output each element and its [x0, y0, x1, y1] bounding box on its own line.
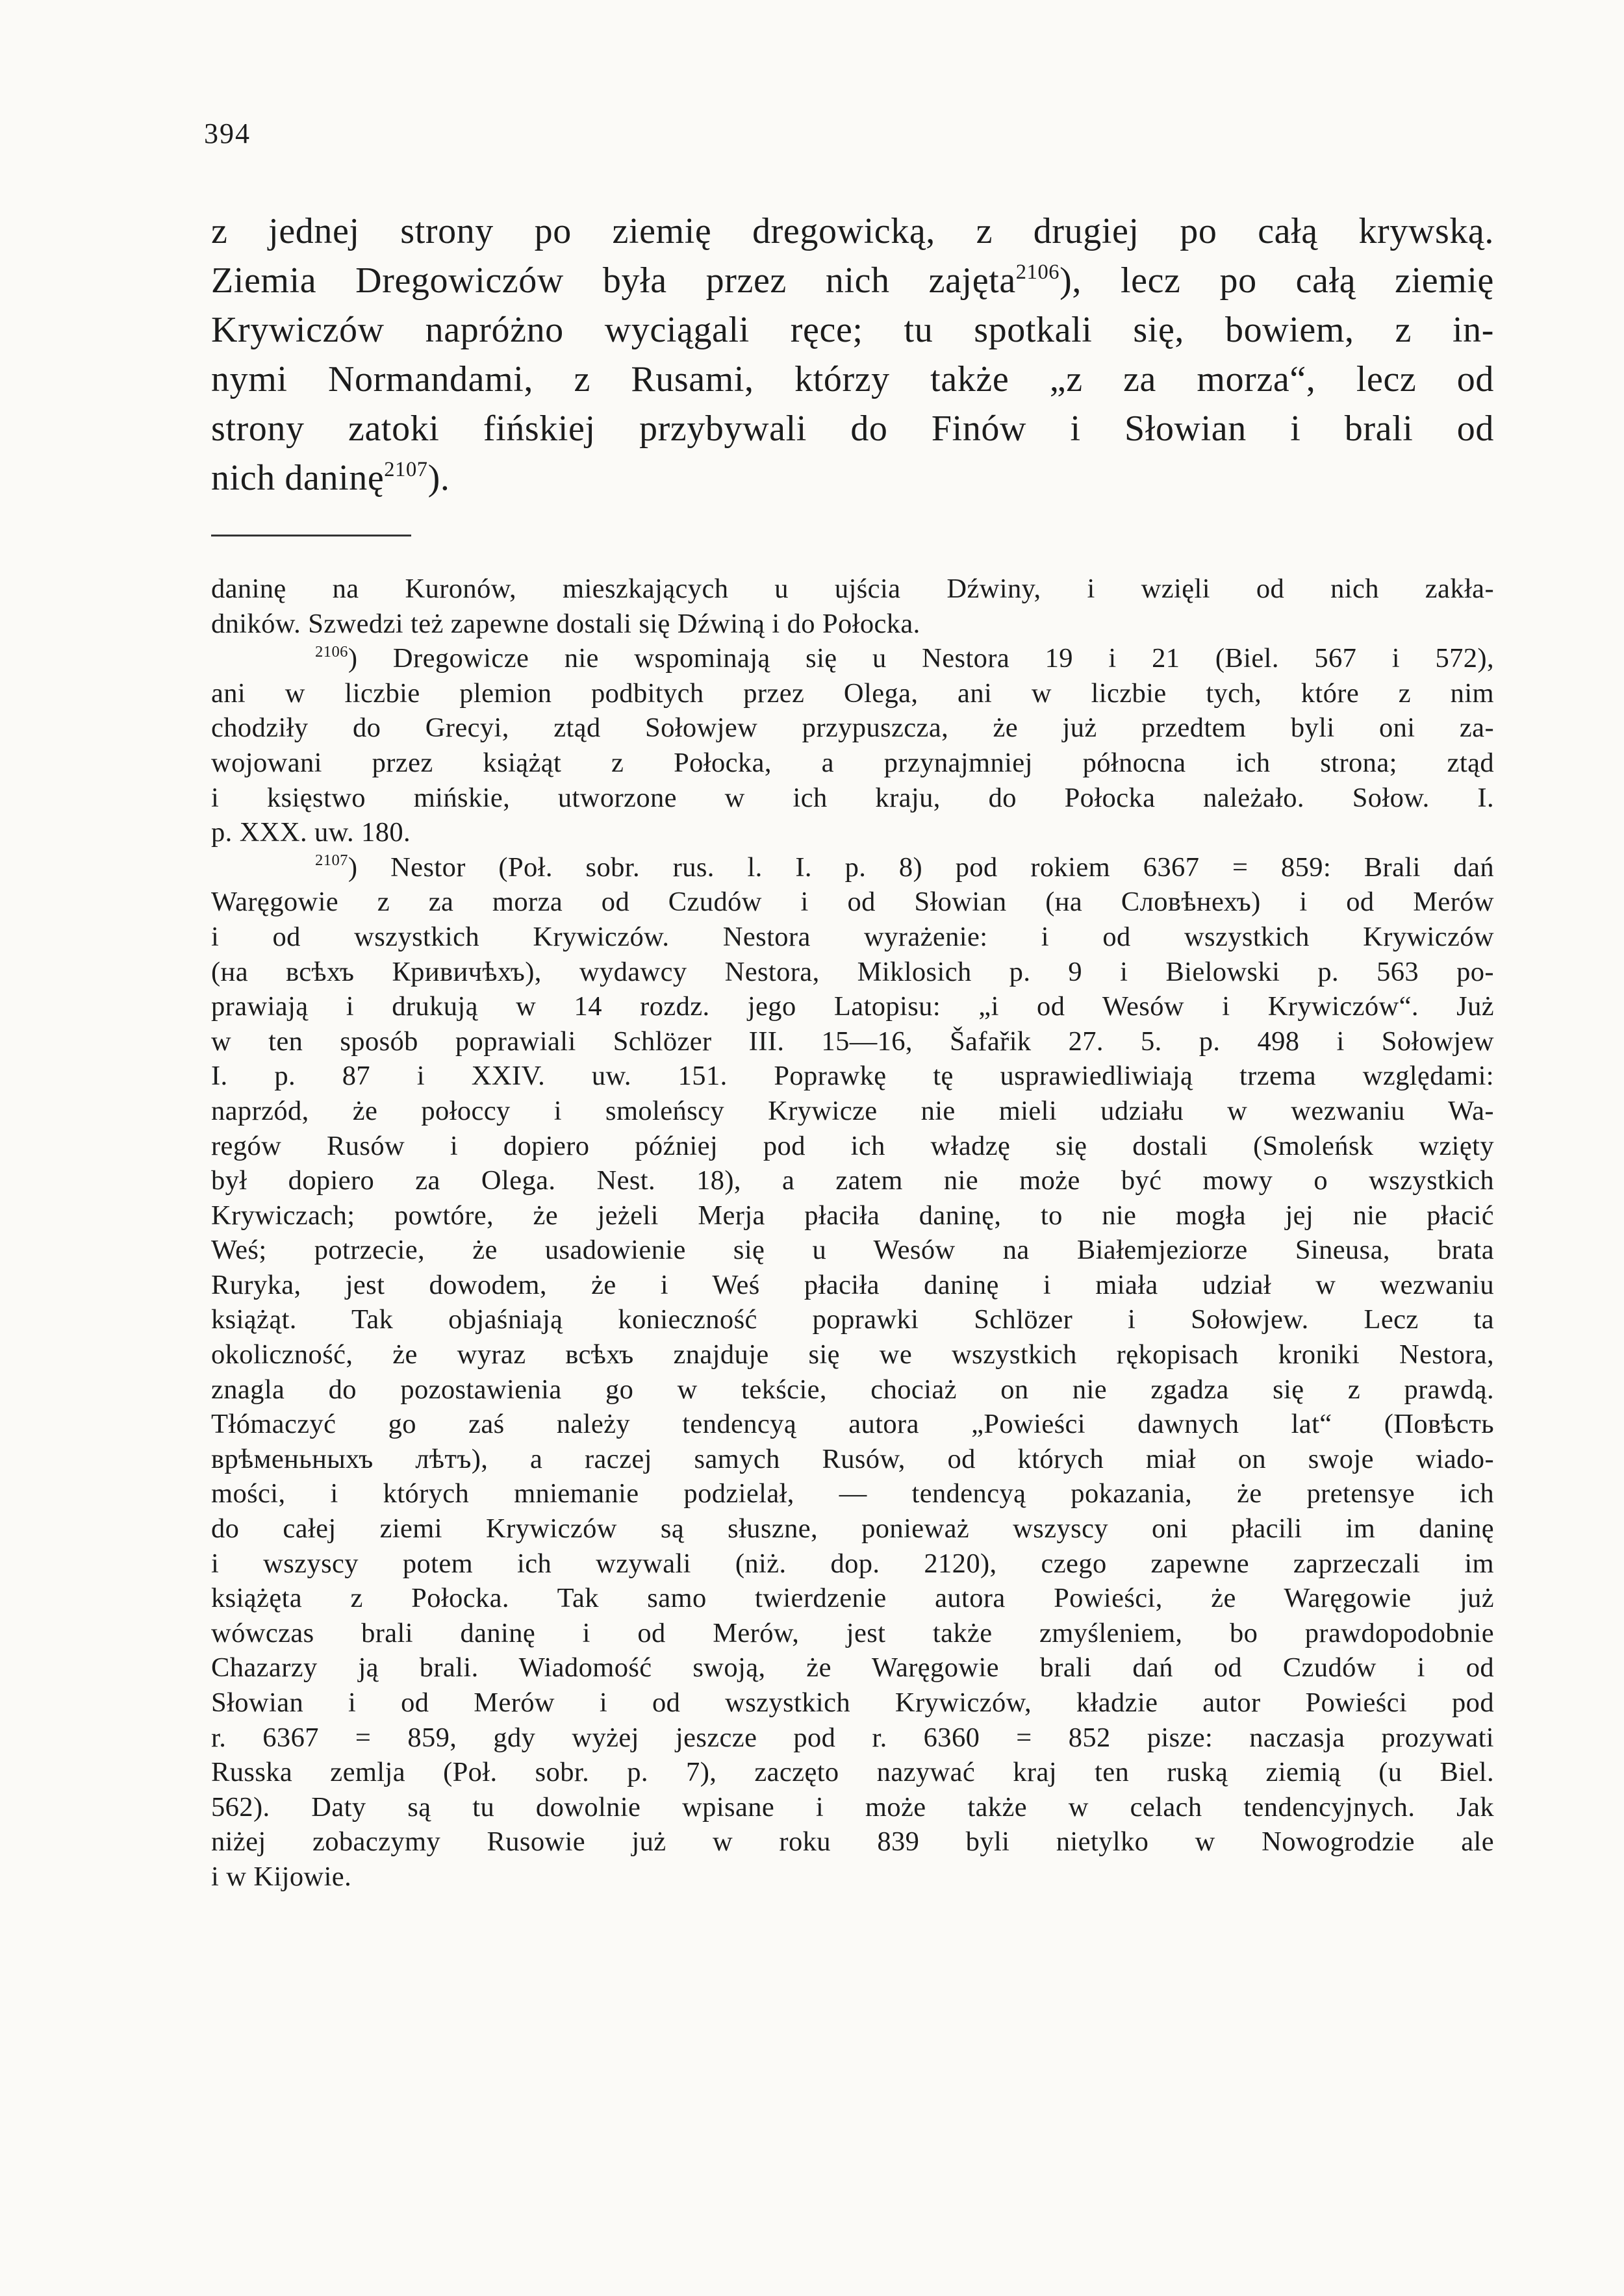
footnote-line: Chazarzy ją brali. Wiadomość swoją, że Waręgowie brali dań od Czudów i od — [211, 1652, 1494, 1684]
footnote-line: ani w liczbie plemion podbitych przez Olega, ani w liczbie tych, które z nim — [211, 677, 1494, 709]
footnote-line: i księstwo mińskie, utworzone w ich kraju, do Połocka należało. Sołow. I. — [211, 782, 1494, 813]
main-text-line-text: nich daninę — [211, 458, 385, 498]
main-text-line-text: ), lecz po całą ziemię — [1059, 260, 1495, 301]
footnote-line: Weś; potrzecie, że usadowienie się u Wesów na Białemjeziorze Sineusa, brata — [211, 1235, 1494, 1266]
footnote-line: i w Kijowie. — [211, 1861, 352, 1892]
footnote-line: i od wszystkich Krywiczów. Nestora wyrażenie: i od wszystkich Krywiczów — [211, 921, 1494, 952]
footnote-reference: 2106 — [1015, 260, 1060, 284]
footnote-line: wówczas brali daninę i od Merów, jest także zmyśleniem, bo prawdopodobnie — [211, 1617, 1494, 1648]
footnote-line: do całej ziemi Krywiczów są słuszne, ponieważ wszyscy oni płacili im daninę — [211, 1513, 1494, 1545]
main-text-block — [211, 207, 1494, 503]
footnote-line: врѣменьныхъ лѣтъ), a raczej samych Rusów, od których miał on swoje wiado- — [211, 1443, 1494, 1474]
footnotes-block — [211, 572, 1494, 1895]
footnote-line: prawiają i drukują w 14 rozdz. jego Latopisu: „i od Wesów i Krywiczów“. Już — [211, 991, 1494, 1022]
footnote-line-text: ) Nestor (Poł. sobr. rus. l. I. p. 8) pod rokiem 6367 = 859: Brali dań — [348, 852, 1494, 883]
main-text-line — [211, 256, 1494, 305]
main-text-line-text: ). — [427, 458, 450, 498]
footnote-line: I. p. 87 i XXIV. uw. 151. Poprawkę tę usprawiedliwiają trzema względami: — [211, 1061, 1494, 1092]
footnote-line: Krywiczach; powtóre, że jeżeli Merja płaciła daninę, to nie mogła jej nie płacić — [211, 1200, 1494, 1231]
footnote-number: 2107 — [315, 852, 348, 870]
footnote-line: i wszyscy potem ich wzywali (niż. dop. 2120), czego zapewne zaprzeczali im — [211, 1548, 1494, 1579]
main-text-line: Krywiczów napróżno wyciągali ręce; tu spotkali się, bowiem, z in- — [211, 310, 1494, 350]
footnote-line: dników. Szwedzi też zapewne dostali się Dźwiną i do Połocka. — [211, 608, 920, 639]
main-text-line: nymi Normandami, z Rusami, którzy także „z za morza“, lecz od — [211, 359, 1494, 399]
footnote-line: p. XXX. uw. 180. — [211, 817, 411, 848]
footnote-line: regów Rusów i dopiero później pod ich władzę się dostali (Smoleńsk wzięty — [211, 1130, 1494, 1161]
footnote-reference: 2107 — [384, 457, 428, 481]
footnote-line: mości, i których mniemanie podzielał, — tendencyą pokazania, że pretensye ich — [211, 1478, 1494, 1509]
footnote-line: wojowani przez książąt z Połocka, a przynajmniej północna ich strona; ztąd — [211, 747, 1494, 778]
footnote-line — [211, 850, 1494, 885]
footnote-line: daninę na Kuronów, mieszkających u ujścia Dźwiny, i wzięli od nich zakła- — [211, 574, 1494, 604]
footnote-line: Russka zemlja (Poł. sobr. p. 7), zaczęto nazywać kraj ten ruską ziemią (u Biel. — [211, 1757, 1494, 1788]
main-text-line — [211, 453, 1494, 503]
footnote-line: chodziły do Grecyi, ztąd Sołowjew przypuszcza, że już przedtem byli oni za- — [211, 713, 1494, 744]
footnote-separator — [211, 535, 411, 536]
footnote-line: książąt. Tak objaśniają konieczność poprawki Schlözer i Sołowjew. Lecz ta — [211, 1304, 1494, 1335]
footnote-line: był dopiero za Olega. Nest. 18), a zatem nie może być mowy o wszystkich — [211, 1165, 1494, 1196]
footnote-line: okoliczność, że wyraz всѣхъ znajduje się we wszystkich rękopisach kroniki Nestora, — [211, 1339, 1494, 1370]
footnote-line: Słowian i od Merów i od wszystkich Krywiczów, kładzie autor Powieści pod — [211, 1687, 1494, 1718]
footnote-number: 2106 — [315, 642, 348, 661]
footnote-line: (на всѣхъ Кривичѣхъ), wydawcy Nestora, Miklosich p. 9 i Bielowski p. 563 po- — [211, 956, 1494, 987]
footnote-line: książęta z Połocka. Tak samo twierdzenie autora Powieści, że Waręgowie już — [211, 1583, 1494, 1614]
main-text-line: strony zatoki fińskiej przybywali do Finów i Słowian i brali od — [211, 409, 1494, 449]
footnote-line: znagla do pozostawienia go w tekście, chociaż on nie zgadza się z prawdą. — [211, 1374, 1494, 1405]
footnote-line: naprzód, że połoccy i smoleńscy Krywicze nie mieli udziału w wezwaniu Wa- — [211, 1095, 1494, 1126]
footnote-line: r. 6367 = 859, gdy wyżej jeszcze pod r. 6360 = 852 pisze: naczasja prozywati — [211, 1722, 1494, 1753]
footnote-line: Waręgowie z za morza od Czudów i od Słowian (на Словѣнехъ) i od Merów — [211, 887, 1494, 918]
page-number: 394 — [204, 118, 251, 149]
footnote-line: Ruryka, jest dowodem, że i Weś płaciła daninę i miała udział w wezwaniu — [211, 1269, 1494, 1300]
main-text-line: z jednej strony po ziemię dregowicką, z drugiej po całą krywską. — [211, 211, 1494, 251]
footnote-line — [211, 641, 1494, 676]
footnote-line-text: ) Dregowicze nie wspominają się u Nestora 19 i 21 (Biel. 567 i 572), — [348, 643, 1494, 674]
footnote-line: w ten sposób poprawiali Schlözer III. 15—16, Šafařik 27. 5. p. 498 i Sołowjew — [211, 1026, 1494, 1057]
footnote-line: Tłómaczyć go zaś należy tendencyą autora „Powieści dawnych lat“ (Повѣсть — [211, 1409, 1494, 1440]
footnote-line: 562). Daty są tu dowolnie wpisane i może także w celach tendencyjnych. Jak — [211, 1791, 1494, 1823]
main-text-line-text: Ziemia Dregowiczów była przez nich zajęta — [211, 260, 1016, 301]
footnote-line: niżej zobaczymy Rusowie już w roku 839 byli nietylko w Nowogrodzie ale — [211, 1826, 1494, 1858]
